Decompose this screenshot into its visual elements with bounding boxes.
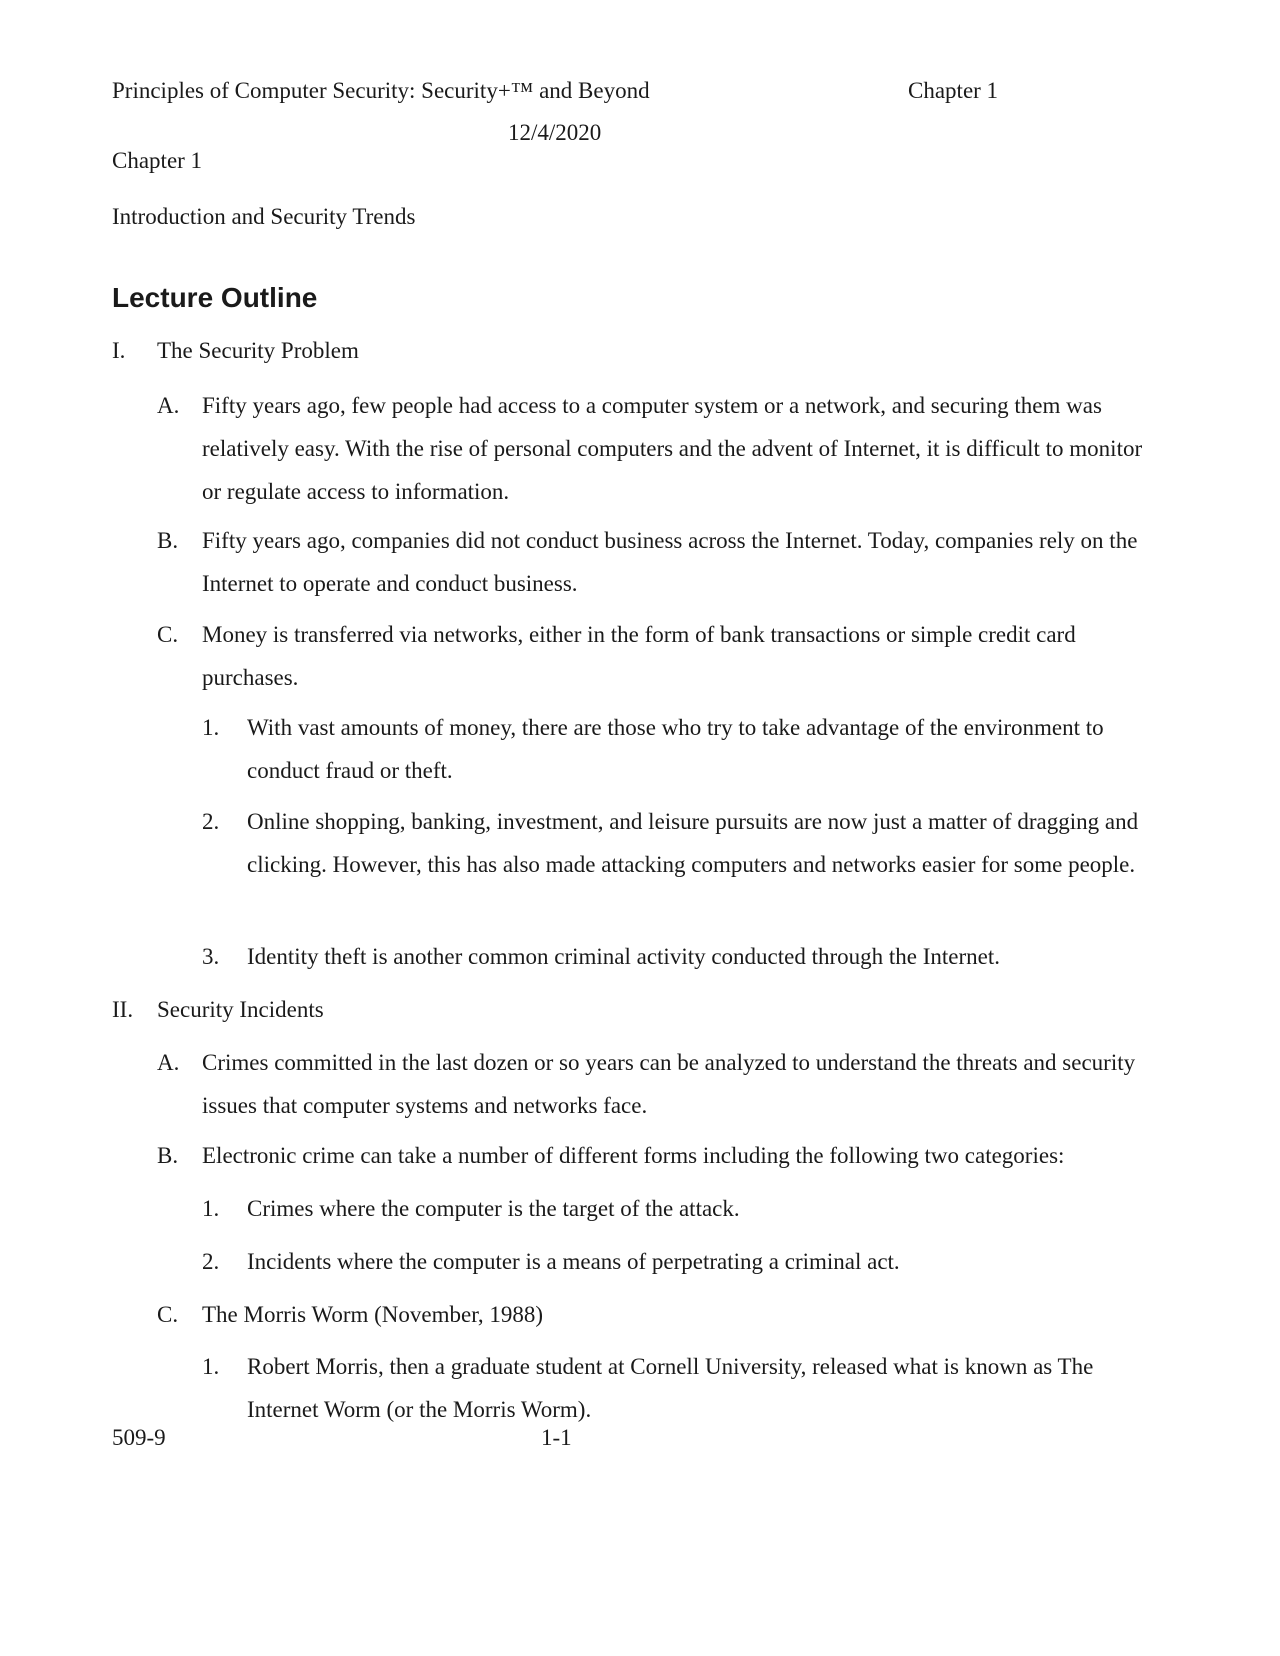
outline-marker: 3. — [202, 944, 220, 969]
chapter-subtitle: Introduction and Security Trends — [112, 204, 416, 229]
outline-text: The Morris Worm (November, 1988) — [202, 1302, 544, 1327]
outline-marker: A. — [157, 393, 180, 418]
outline-text: Security Incidents — [157, 997, 324, 1022]
outline-text: Money is transferred via networks, either in the form of bank transactions or simple credit card purchases. — [202, 622, 1076, 690]
outline-marker: B. — [157, 1143, 179, 1168]
header-title: Principles of Computer Security: Security+™ and Beyond — [112, 78, 650, 103]
lecture-outline-heading: Lecture Outline — [112, 282, 318, 313]
outline-text: Incidents where the computer is a means of perpetrating a criminal act. — [247, 1249, 900, 1274]
outline-marker: 1. — [202, 715, 220, 740]
outline-text: Crimes committed in the last dozen or so years can be analyzed to understand the threats and security issues that computer systems and networks face. — [202, 1050, 1136, 1118]
outline-marker: A. — [157, 1050, 180, 1075]
outline-marker: C. — [157, 622, 179, 647]
chapter-label: Chapter 1 — [112, 148, 203, 173]
outline-marker: C. — [157, 1302, 179, 1327]
outline-marker: II. — [112, 997, 134, 1022]
header-chapter: Chapter 1 — [908, 78, 999, 103]
footer-code: 509-9 — [112, 1425, 166, 1450]
footer-page-number: 1-1 — [541, 1425, 572, 1450]
outline-marker: 2. — [202, 809, 220, 834]
outline-text: Electronic crime can take a number of different forms including the following two categories: — [202, 1143, 1065, 1168]
outline-text: Online shopping, banking, investment, and leisure pursuits are now just a matter of dragging and clicking. However, this has also made attacking computers and networks easier for some people. — [247, 809, 1139, 877]
outline-text: Robert Morris, then a graduate student at Cornell University, released what is known as The Internet Worm (or the Morris Worm). — [247, 1354, 1094, 1422]
outline-text: Crimes where the computer is the target of the attack. — [247, 1196, 740, 1221]
outline-text: Fifty years ago, companies did not conduct business across the Internet. Today, companies rely on the Internet to operate and conduct business. — [202, 528, 1138, 596]
outline-marker: 1. — [202, 1354, 220, 1379]
outline-marker: I. — [112, 338, 126, 363]
outline-text: The Security Problem — [157, 338, 359, 363]
outline-marker: 2. — [202, 1249, 220, 1274]
outline-text: Identity theft is another common criminal activity conducted through the Internet. — [247, 944, 1001, 969]
outline-marker: 1. — [202, 1196, 220, 1221]
outline-text: Fifty years ago, few people had access to a computer system or a network, and securing them was relatively easy. With the rise of personal computers and the advent of Internet, it is difficult to monitor or regulate access to information. — [202, 393, 1143, 504]
outline-marker: B. — [157, 528, 179, 553]
outline-text: With vast amounts of money, there are those who try to take advantage of the environment to conduct fraud or theft. — [247, 715, 1104, 783]
header-date: 12/4/2020 — [508, 120, 602, 145]
